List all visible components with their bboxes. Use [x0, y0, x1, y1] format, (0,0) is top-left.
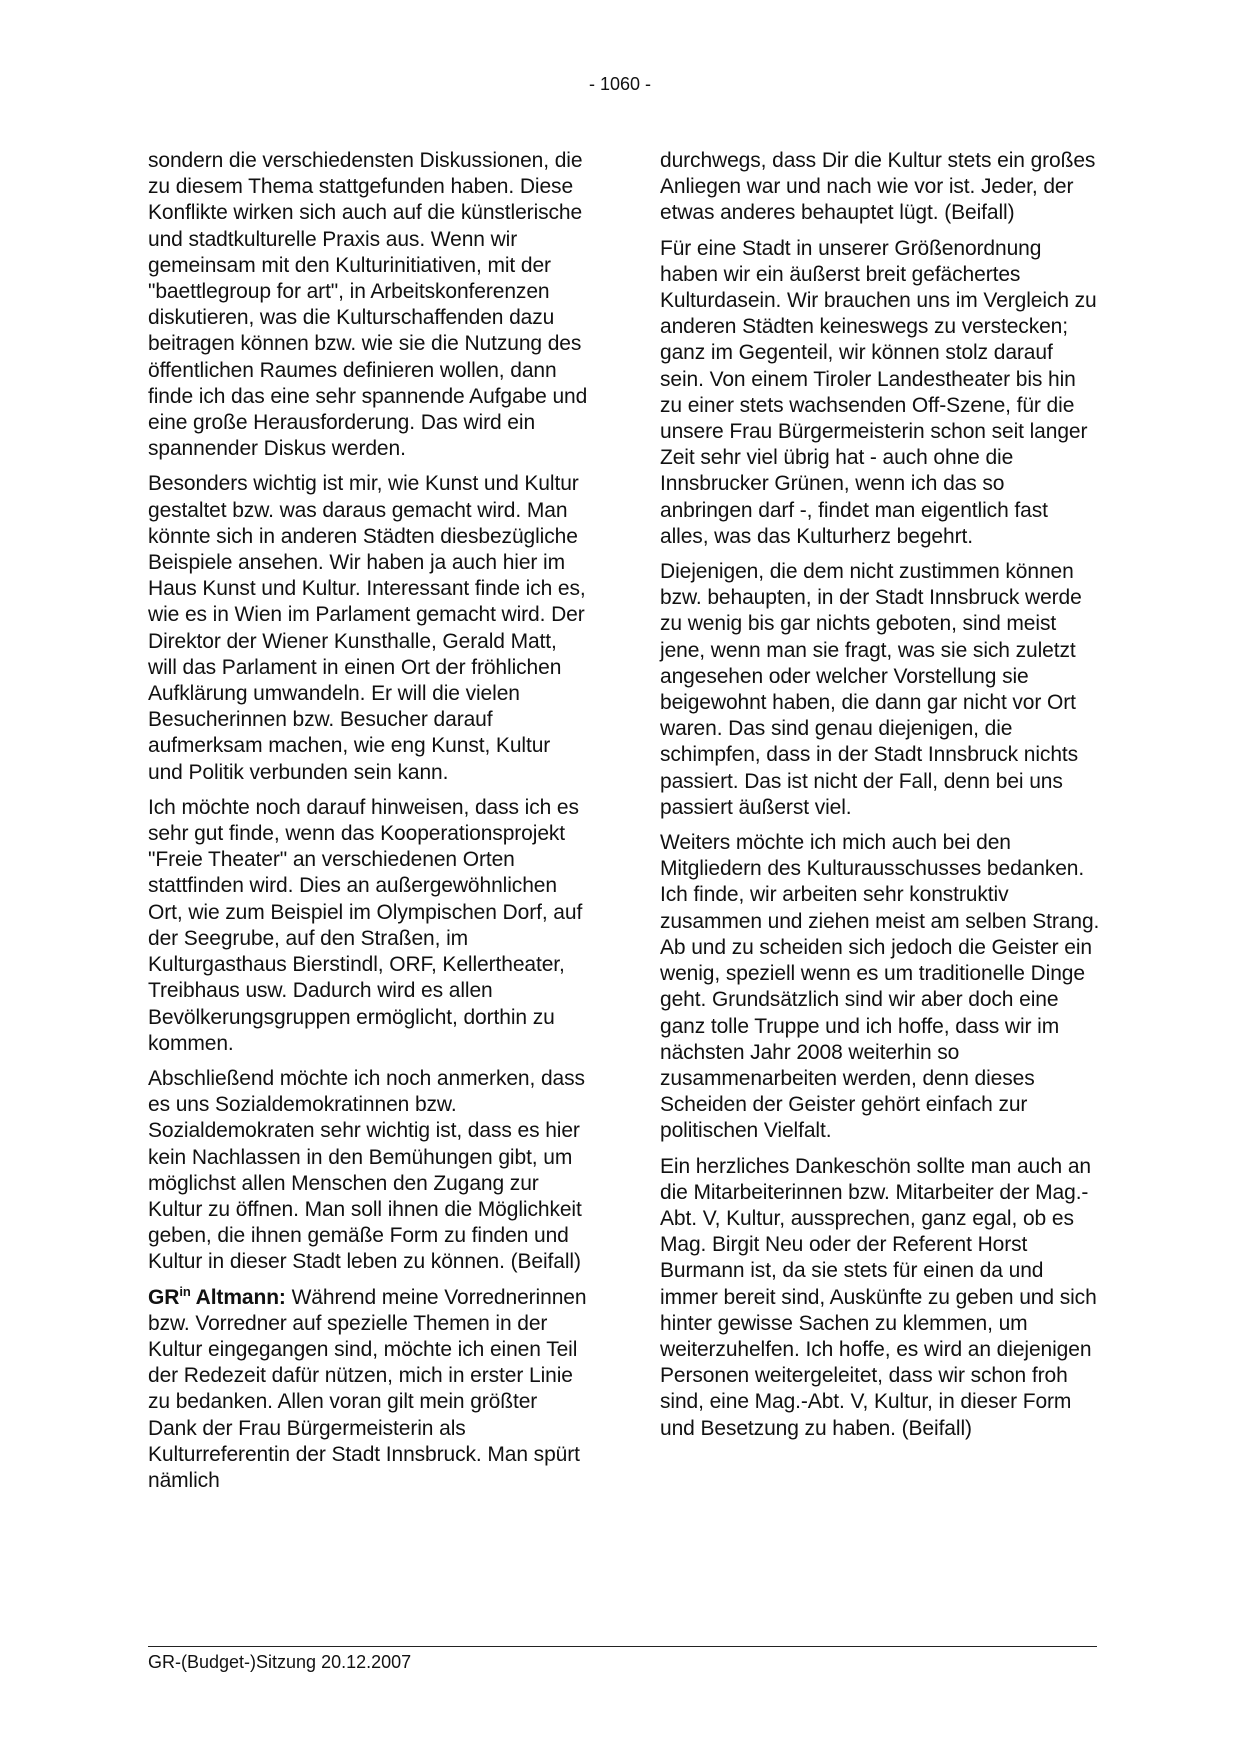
page-number: - 1060 -	[588, 74, 652, 94]
speaker-text: Während meine Vorrednerinnen bzw. Vorredner auf spezielle Themen in der Kultur eingegangen sind, möchte ich einen Teil der Redezeit dafür nützen, mich in erster Linie zu bedanken. Allen voran gilt mein größter Dank der Frau Bürgermeisterin als Kulturreferentin der Stadt Innsbruck. Man spürt nämlich	[148, 1285, 587, 1492]
paragraph: Weiters möchte ich mich auch bei den Mitgliedern des Kulturausschusses bedanken. Ich finde, wir arbeiten sehr konstruktiv zusammen und ziehen meist am selben Strang. Ab und zu scheiden sich jedoch die Geister ein wenig, speziell wenn es um traditionelle Dinge geht. Grundsätzlich sind wir aber doch eine ganz tolle Truppe und ich hoffe, dass wir im nächsten Jahr 2008 weiterhin so zusammenarbeiten werden, denn dieses Scheiden der Geister gehört einfach zur politischen Vielfalt.	[660, 831, 1100, 1143]
speaker-paragraph	[148, 1285, 588, 1495]
paragraph: Abschließend möchte ich noch anmerken, dass es uns Sozialdemokratinnen bzw. Sozialdemokraten sehr wichtig ist, dass es hier kein Nachlassen in den Bemühungen gibt, um möglichst allen Menschen den Zugang zur Kultur zu öffnen. Man soll ihnen die Möglichkeit geben, die ihnen gemäße Form zu finden und Kultur in dieser Stadt leben zu können. (Beifall)	[148, 1066, 585, 1274]
paragraph: Für eine Stadt in unserer Größenordnung haben wir ein äußerst breit gefächertes Kulturdasein. Wir brauchen uns im Vergleich zu anderen Städten keineswegs zu verstecken; ganz im Gegenteil, wir können stolz darauf sein. Von einem Tiroler Landestheater bis hin zu einer stets wachsenden Off-Szene, für die unsere Frau Bürgermeisterin schon seit langer Zeit sehr viel übrig hat - auch ohne die Innsbrucker Grünen, wenn ich das so anbringen darf -, findet man eigentlich fast alles, was das Kulturherz begehrt.	[660, 236, 1097, 548]
paragraph: Ein herzliches Dankeschön sollte man auch an die Mitarbeiterinnen bzw. Mitarbeiter der Mag.-Abt. V, Kultur, aussprechen, ganz egal, ob es Mag. Birgit Neu oder der Referent Horst Burmann ist, da sie stets für einen da und immer bereit sind, Auskünfte zu geben und sich hinter gewisse Sachen zu klemmen, um weiterzuhelfen. Ich hoffe, es wird an diejenigen Personen weitergeleitet, dass wir schon froh sind, eine Mag.-Abt. V, Kultur, in dieser Form und Besetzung zu haben. (Beifall)	[660, 1154, 1097, 1440]
footer-text: GR-(Budget-)Sitzung 20.12.2007	[148, 1652, 412, 1672]
left-column	[148, 148, 588, 1503]
paragraph: sondern die verschiedensten Diskussionen, die zu diesem Thema stattgefunden haben. Diese Konflikte wirken sich auch auf die künstlerische und stadtkulturelle Praxis aus. Wenn wir gemeinsam mit den Kulturinitiativen, mit der "baettlegroup for art", in Arbeitskonferenzen diskutieren, was die Kulturschaffenden dazu beitragen können bzw. wie sie die Nutzung des öffentlichen Raumes definieren wollen, dann finde ich das eine sehr spannende Aufgabe und eine große Herausforderung. Das wird ein spannender Diskus werden.	[148, 149, 588, 461]
speaker-label	[148, 1283, 286, 1309]
speaker-prefix: GR	[148, 1285, 180, 1309]
paragraph: durchwegs, dass Dir die Kultur stets ein großes Anliegen war und nach wie vor ist. Jeder, der etwas anderes behauptet lügt. (Beifall)	[660, 149, 1096, 225]
paragraph: Ich möchte noch darauf hinweisen, dass ich es sehr gut finde, wenn das Kooperationsprojekt "Freie Theater" an verschiedenen Orten stattfinden wird. Dies an außergewöhnlichen Ort, wie zum Beispiel im Olympischen Dorf, auf der Seegrube, auf den Straßen, im Kulturgasthaus Bierstindl, ORF, Kellertheater, Treibhaus usw. Dadurch wird es allen Bevölkerungsgruppen ermöglicht, dorthin zu kommen.	[148, 795, 583, 1055]
paragraph: Besonders wichtig ist mir, wie Kunst und Kultur gestaltet bzw. was daraus gemacht wird. Man könnte sich in anderen Städten diesbezügliche Beispiele ansehen. Wir haben ja auch hier im Haus Kunst und Kultur. Interessant finde ich es, wie es in Wien im Parlament gemacht wird. Der Direktor der Wiener Kunsthalle, Gerald Matt, will das Parlament in einen Ort der fröhlichen Aufklärung umwandeln. Er will die vielen Besucherinnen bzw. Besucher darauf aufmerksam machen, wie eng Kunst, Kultur und Politik verbunden sein kann.	[148, 472, 586, 784]
speaker-prefix-superscript: in	[179, 1283, 191, 1299]
right-column	[660, 148, 1100, 1451]
paragraph: Diejenigen, die dem nicht zustimmen können bzw. behaupten, in der Stadt Innsbruck werde zu wenig bis gar nichts geboten, sind meist jene, wenn man sie fragt, was sie sich zuletzt angesehen oder welcher Vorstellung sie beigewohnt haben, die dann gar nicht vor Ort waren. Das sind genau diejenigen, die schimpfen, dass in der Stadt Innsbruck nichts passiert. Das ist nicht der Fall, denn bei uns passiert äußerst viel.	[660, 560, 1082, 819]
speaker-name: Altmann:	[190, 1285, 286, 1309]
footer-divider	[148, 1646, 1097, 1647]
